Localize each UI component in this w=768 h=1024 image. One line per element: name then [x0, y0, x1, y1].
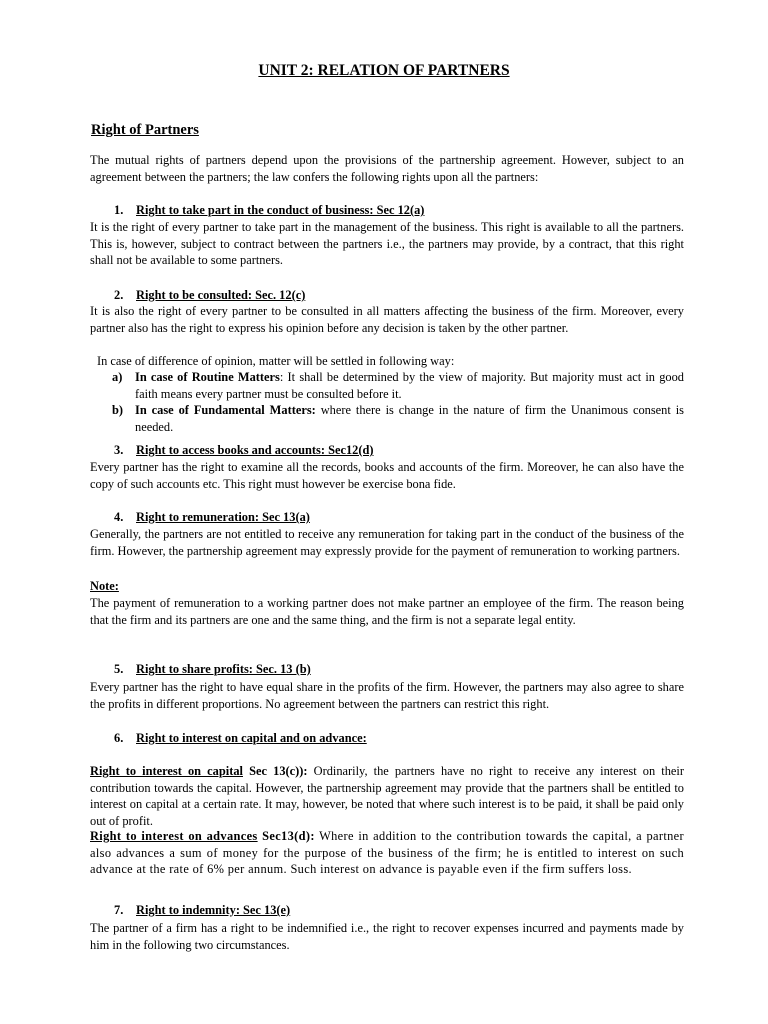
interest-on-advances-section: Sec13(d): — [257, 829, 315, 843]
interest-on-capital-section: Sec 13(c)): — [242, 764, 308, 778]
right-number: 1. — [114, 203, 124, 217]
difference-of-opinion-text: In case of difference of opinion, matter will be settled in following way: — [97, 354, 455, 368]
subitem-label: In case of Routine Matters — [135, 370, 280, 384]
subitem-fundamental-matters — [112, 402, 684, 435]
right-heading-5 — [114, 661, 311, 678]
right-heading-2 — [114, 287, 305, 304]
right-body-2: It is also the right of every partner to be consulted in all matters affecting the business of the firm. Moreover, every partner also has the right to express his opinion before any decision is taken by the other partner. — [90, 304, 684, 335]
right-body-3: Every partner has the right to examine all the records, books and accounts of the firm. Moreover, he can also have the copy of such accounts etc. This right must however be exercise bona fide. — [90, 460, 684, 491]
note-label — [90, 578, 684, 595]
subitem-marker: b) — [112, 403, 124, 417]
right-body-1: It is the right of every partner to take part in the management of the business. This right is available to all the partners. This is, however, subject to contract between the partners i.e., the partners may provide, by a contract, that this right shall not be available to some partners. — [90, 220, 684, 268]
interest-on-advances-paragraph — [90, 828, 684, 878]
interest-on-advances-label: Right to interest on advances — [90, 829, 258, 843]
page-title: UNIT 2: RELATION OF PARTNERS — [258, 62, 510, 79]
right-body-4: Generally, the partners are not entitled to receive any remuneration for taking part in the conduct of the business of the firm. However, the partnership agreement may expressly provide for the payment of remuneration to working partners. — [90, 527, 684, 558]
right-body-7: The partner of a firm has a right to be indemnified i.e., the right to recover expenses incurred and payments made by him in the following two circumstances. — [90, 921, 684, 952]
right-number: 7. — [114, 903, 124, 917]
subitem-marker: a) — [112, 370, 123, 384]
right-number: 5. — [114, 662, 124, 676]
subitem-routine-matters — [112, 369, 684, 402]
interest-on-capital-paragraph — [90, 763, 684, 829]
interest-on-capital-text: Ordinarily, the partners have no right to receive any interest on their contribution towards the capital. However, the partnership agreement may provide that the partners shall be entitled to interest on capital at a certain rate. It may, however, be noted that where such interest is to be paid, it shall be paid only out of profit. — [90, 764, 684, 828]
note-label-text: Note: — [90, 579, 119, 593]
right-heading-text: Right to interest on capital and on advance: — [136, 731, 367, 745]
right-heading-text: Right to share profits: Sec. 13 (b) — [136, 662, 311, 676]
right-heading-7 — [114, 902, 290, 919]
right-heading-text: Right to remuneration: Sec 13(a) — [136, 510, 310, 524]
subitem-text: : It shall be determined by the view of majority. But majority must act in good faith means every partner must be consulted before it. — [135, 370, 684, 401]
note-text: The payment of remuneration to a working partner does not make partner an employee of the firm. The reason being that the firm and its partners are one and the same thing, and the firm is not a separate legal entity. — [90, 596, 684, 627]
interest-on-capital-label: Right to interest on capital — [90, 764, 243, 778]
right-body-5: Every partner has the right to have equal share in the profits of the firm. However, the partners may also agree to share the profits in different proportions. No agreement between the partners can restrict this right. — [90, 680, 684, 711]
right-heading-3 — [114, 442, 374, 459]
right-heading-1 — [114, 202, 424, 219]
right-heading-text: Right to indemnity: Sec 13(e) — [136, 903, 291, 917]
right-heading-6 — [114, 730, 367, 747]
right-number: 3. — [114, 443, 124, 457]
right-number: 2. — [114, 288, 124, 302]
right-number: 6. — [114, 731, 124, 745]
section-heading: Right of Partners — [91, 122, 199, 138]
right-heading-text: Right to access books and accounts: Sec12(d) — [136, 443, 374, 457]
intro-paragraph: The mutual rights of partners depend upon the provisions of the partnership agreement. However, subject to an agreement between the partners; the law confers the following rights upon all the partners: — [90, 153, 684, 184]
interest-on-advances-text: Where in addition to the contribution towards the capital, a partner also advances a sum of money for the purpose of the business of the firm; he is entitled to interest on such advance at the rate of 6% per annum. Such interest on advance is payable even if the firm suffers loss. — [90, 829, 684, 877]
subitem-text: where there is change in the nature of firm the Unanimous consent is needed. — [135, 403, 685, 434]
right-heading-text: Right to be consulted: Sec. 12(c) — [136, 288, 306, 302]
right-number: 4. — [114, 510, 124, 524]
right-heading-4 — [114, 509, 310, 526]
right-heading-text: Right to take part in the conduct of business: Sec 12(a) — [136, 203, 425, 217]
subitem-label: In case of Fundamental Matters: — [135, 403, 316, 417]
